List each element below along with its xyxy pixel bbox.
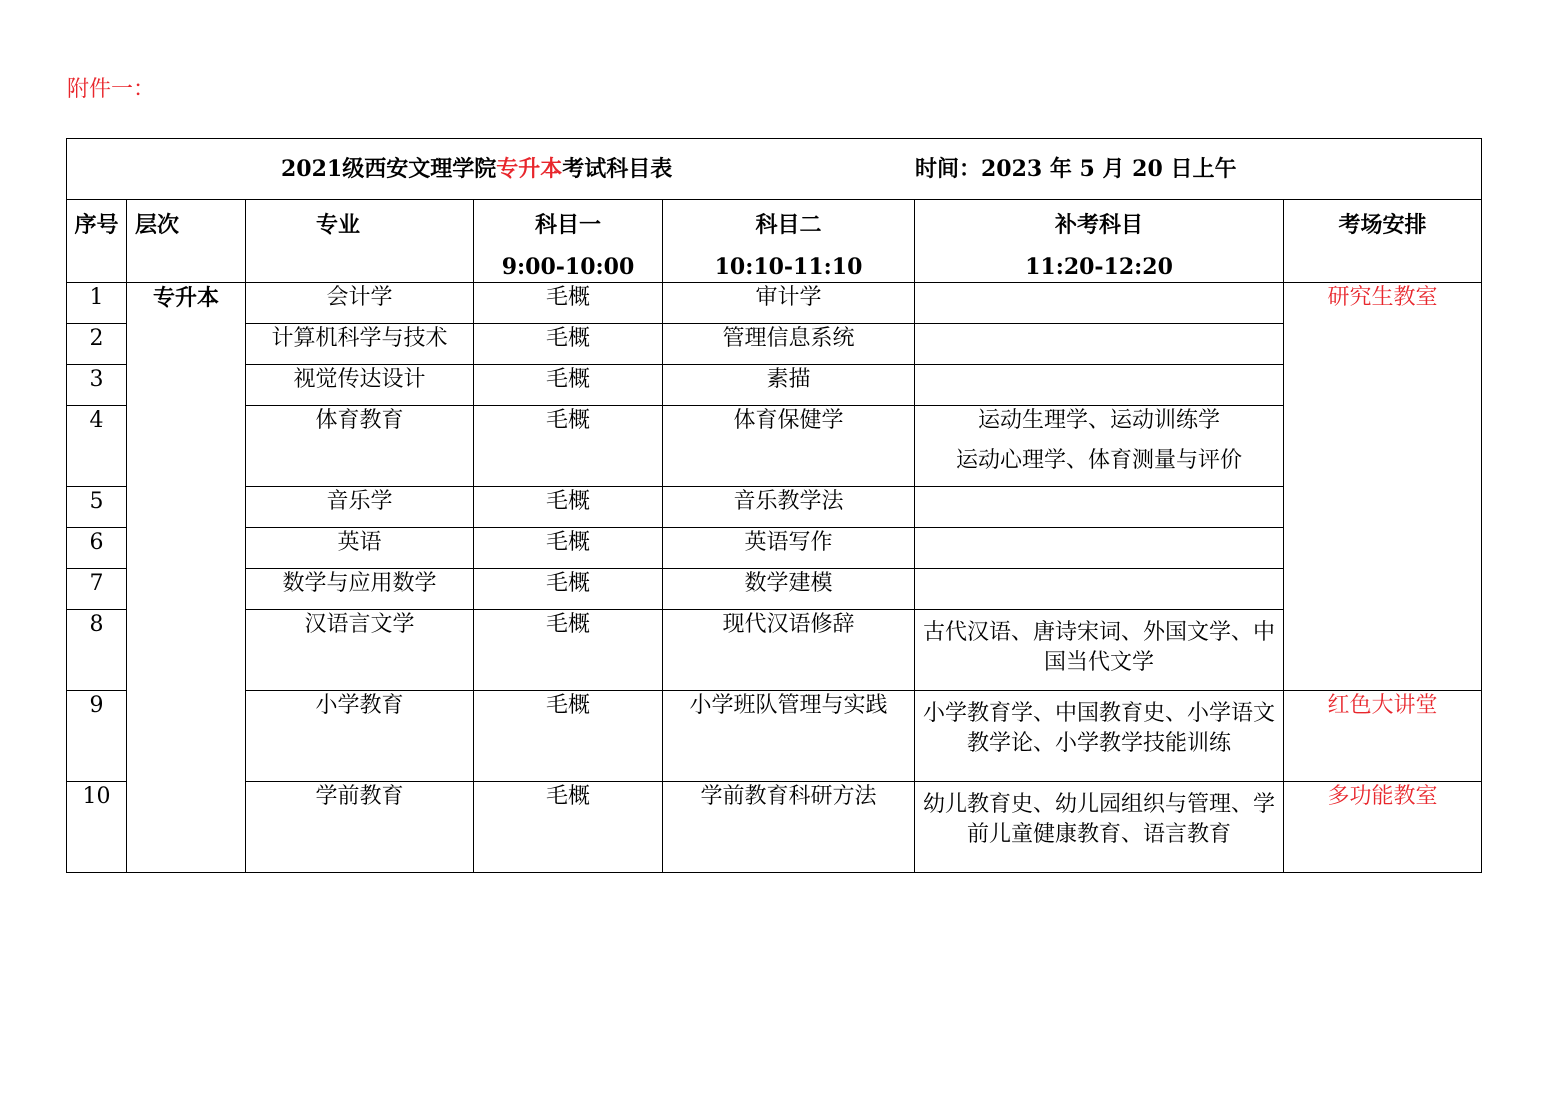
subject1-cell: 毛概: [474, 569, 663, 610]
table-row: [67, 283, 1482, 324]
makeup-cell: [915, 406, 1284, 487]
title-suffix: 考试科目表: [562, 156, 673, 182]
header-major: 专业: [246, 200, 474, 283]
subject2-cell: 素描: [663, 365, 915, 406]
table-row: [67, 782, 1482, 873]
subject1-cell: 毛概: [474, 487, 663, 528]
makeup-cell: 小学教育学、中国教育史、小学语文教学论、小学教学技能训练: [915, 691, 1284, 782]
table-row: [67, 365, 1482, 406]
title-cell: [67, 139, 1482, 200]
subject2-cell: 管理信息系统: [663, 324, 915, 365]
subject2-cell: 音乐教学法: [663, 487, 915, 528]
subject1-cell: 毛概: [474, 406, 663, 487]
makeup-cell: [915, 569, 1284, 610]
subject1-cell: 毛概: [474, 324, 663, 365]
table-row: [67, 324, 1482, 365]
row-number: 2: [67, 324, 127, 365]
table-title: [281, 154, 672, 184]
makeup-time: 11:20-12:20: [1025, 254, 1173, 280]
subject2-cell: 体育保健学: [663, 406, 915, 487]
header-room: 考场安排: [1284, 200, 1482, 283]
row-number: 4: [67, 406, 127, 487]
row-number: 10: [67, 782, 127, 873]
title-row: [67, 139, 1482, 200]
room-cell-group1: 研究生教室: [1284, 283, 1482, 691]
major-cell: 小学教育: [246, 691, 474, 782]
major-cell: 学前教育: [246, 782, 474, 873]
subject1-cell: 毛概: [474, 365, 663, 406]
title-highlight: 专升本: [496, 156, 563, 182]
subject2-cell: 学前教育科研方法: [663, 782, 915, 873]
exam-time: 时间：2023 年 5 月 20 日上午: [915, 156, 1237, 182]
makeup-cell: [915, 283, 1284, 324]
makeup-cell: [915, 528, 1284, 569]
table-row: [67, 528, 1482, 569]
room-cell-group2: 红色大讲堂: [1284, 691, 1482, 782]
subject1-cell: 毛概: [474, 782, 663, 873]
major-cell: 会计学: [246, 283, 474, 324]
room-cell-group3: 多功能教室: [1284, 782, 1482, 873]
row-number: 6: [67, 528, 127, 569]
header-subject1: 科目一 9:00-10:00: [474, 200, 663, 283]
makeup-cell: 幼儿教育史、幼儿园组织与管理、学前儿童健康教育、语言教育: [915, 782, 1284, 873]
subject2-time: 10:10-11:10: [714, 254, 863, 280]
makeup-cell: [915, 365, 1284, 406]
table-row: [67, 406, 1482, 487]
subject2-cell: 英语写作: [663, 528, 915, 569]
subject1-cell: 毛概: [474, 283, 663, 324]
major-cell: 计算机科学与技术: [246, 324, 474, 365]
header-level: 层次: [127, 200, 246, 283]
row-number: 1: [67, 283, 127, 324]
attachment-label: 附件一：: [67, 77, 156, 102]
major-cell: 数学与应用数学: [246, 569, 474, 610]
row-number: 9: [67, 691, 127, 782]
header-makeup: 补考科目 11:20-12:20: [915, 200, 1284, 283]
subject1-cell: 毛概: [474, 691, 663, 782]
row-number: 8: [67, 610, 127, 691]
subject2-cell: 现代汉语修辞: [663, 610, 915, 691]
makeup-cell: [915, 487, 1284, 528]
row-number: 5: [67, 487, 127, 528]
makeup-cell: 古代汉语、唐诗宋词、外国文学、中国当代文学: [915, 610, 1284, 691]
title-prefix: 2021级西安文理学院: [281, 156, 497, 182]
makeup-cell: [915, 324, 1284, 365]
header-seq: 序号: [67, 200, 127, 283]
subject2-cell: 数学建模: [663, 569, 915, 610]
table-row: [67, 691, 1482, 782]
row-number: 7: [67, 569, 127, 610]
subject2-cell: 小学班队管理与实践: [663, 691, 915, 782]
makeup-line: 运动生理学、运动训练学: [977, 408, 1220, 433]
subject2-cell: 审计学: [663, 283, 915, 324]
level-cell: 专升本: [127, 283, 246, 873]
table-row: [67, 487, 1482, 528]
header-subject2: 科目二 10:10-11:10: [663, 200, 915, 283]
exam-schedule-table: [66, 138, 1482, 873]
makeup-line: 运动心理学、体育测量与评价: [955, 448, 1242, 473]
header-row: [67, 200, 1482, 283]
subject1-cell: 毛概: [474, 528, 663, 569]
major-cell: 视觉传达设计: [246, 365, 474, 406]
major-cell: 音乐学: [246, 487, 474, 528]
subject1-cell: 毛概: [474, 610, 663, 691]
row-number: 3: [67, 365, 127, 406]
major-cell: 体育教育: [246, 406, 474, 487]
subject1-time: 9:00-10:00: [501, 254, 635, 280]
major-cell: 汉语言文学: [246, 610, 474, 691]
major-cell: 英语: [246, 528, 474, 569]
table-row: [67, 610, 1482, 691]
table-row: [67, 569, 1482, 610]
